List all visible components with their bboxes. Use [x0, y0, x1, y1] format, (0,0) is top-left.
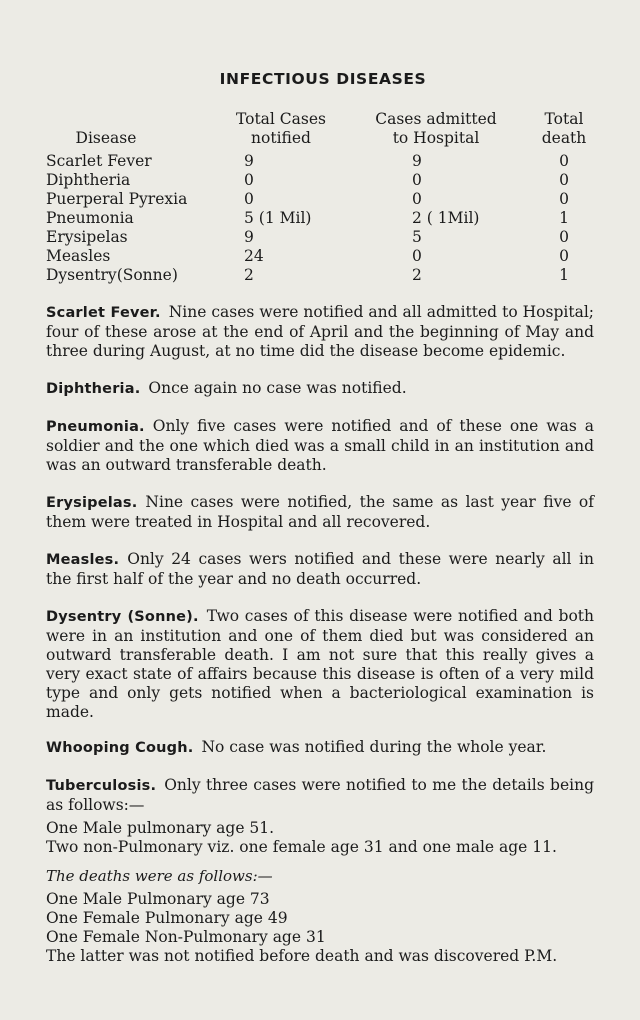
admitted-cases: 2 — [412, 266, 422, 284]
paragraph-measles — [46, 550, 594, 589]
disease-name: Puerperal Pyrexia — [46, 190, 188, 208]
admitted-cases: 2 ( 1Mil) — [412, 209, 480, 227]
paragraph-pneumonia — [46, 417, 594, 475]
paragraph-text: Once again no case was notified. — [148, 379, 407, 397]
paragraph-text: Only five cases were notified and of these one was a soldier and the one which died was a small child in an institution and was an outward transferable death. — [46, 417, 594, 474]
paragraph-lead: Scarlet Fever. — [46, 305, 161, 321]
paragraph-whooping-cough — [46, 738, 594, 758]
total-cases: 9 — [244, 228, 254, 246]
total-cases: 2 — [244, 266, 254, 284]
total-cases: 0 — [244, 171, 254, 189]
document-page — [46, 70, 594, 966]
table-row — [46, 228, 594, 247]
paragraph-diphtheria — [46, 379, 594, 399]
list-item: One Female Non-Pulmonary age 31 — [46, 928, 326, 946]
total-cases: 0 — [244, 190, 254, 208]
total-death: 0 — [559, 152, 569, 170]
total-death: 0 — [559, 228, 569, 246]
paragraph-lead: Erysipelas. — [46, 495, 138, 511]
paragraph-lead: Tuberculosis. — [46, 778, 157, 794]
paragraph-tuberculosis — [46, 776, 594, 815]
table-row — [46, 152, 594, 171]
admitted-cases: 0 — [412, 247, 422, 265]
list-item: The latter was not notified before death and was discovered P.M. — [46, 947, 558, 965]
disease-name: Dysentry(Sonne) — [46, 266, 178, 284]
total-cases: 5 (1 Mil) — [244, 209, 312, 227]
disease-name: Measles — [46, 247, 111, 265]
table-row — [46, 266, 594, 285]
tb-case-list — [46, 819, 594, 857]
header-total-cases-line2: notified — [251, 129, 311, 147]
table-row — [46, 209, 594, 228]
header-disease: Disease — [75, 129, 137, 147]
disease-name: Scarlet Fever — [46, 152, 152, 170]
list-item: One Female Pulmonary age 49 — [46, 909, 288, 927]
paragraph-text: Two cases of this disease were notified and both were in an institution and one of them died but was considered an outward transferable death. I am not sure that this really gives a very exact state of affairs because this disease is often of a very mild type and only gets notified when a bacteriological examination is made. — [46, 607, 594, 721]
table-row — [46, 190, 594, 209]
header-total-cases-line1: Total Cases — [235, 110, 326, 128]
disease-name: Pneumonia — [46, 209, 134, 227]
paragraph-lead: Pneumonia. — [46, 419, 145, 435]
table-row — [46, 171, 594, 190]
paragraph-scarlet-fever — [46, 303, 594, 361]
header-total-cases — [206, 110, 356, 152]
total-cases: 9 — [244, 152, 254, 170]
paragraph-text: Only 24 cases wers notified and these were nearly all in the first half of the year and no death occurred. — [46, 550, 594, 588]
paragraph-lead: Measles. — [46, 552, 120, 568]
admitted-cases: 0 — [412, 190, 422, 208]
page-title: INFECTIOUS DISEASES — [219, 70, 427, 88]
paragraph-erysipelas — [46, 493, 594, 532]
admitted-cases: 9 — [412, 152, 422, 170]
list-item: One Male Pulmonary age 73 — [46, 890, 270, 908]
diseases-table — [46, 110, 594, 285]
deaths-intro: The deaths were as follows:— — [46, 867, 273, 885]
paragraph-text: Nine cases were notified and all admitted to Hospital; four of these arose at the end of April and the beginning of May and three during August, at no time did the disease become epidemic. — [46, 303, 594, 360]
paragraph-lead: Diphtheria. — [46, 381, 141, 397]
total-death: 1 — [559, 266, 569, 284]
total-death: 1 — [559, 209, 569, 227]
total-death: 0 — [559, 247, 569, 265]
header-death — [516, 110, 594, 152]
disease-name: Erysipelas — [46, 228, 128, 246]
header-death-line1: Total — [544, 110, 584, 128]
disease-name: Diphtheria — [46, 171, 131, 189]
table-row — [46, 247, 594, 266]
table-header-row — [46, 110, 594, 152]
paragraph-dysentery — [46, 607, 594, 722]
header-death-line2: death — [541, 129, 587, 147]
total-death: 0 — [559, 171, 569, 189]
header-admitted-line2: to Hospital — [392, 129, 480, 147]
deaths-list — [46, 890, 594, 966]
total-death: 0 — [559, 190, 569, 208]
paragraph-text: Nine cases were notified, the same as last year five of them were treated in Hospital and all recovered. — [46, 493, 594, 531]
admitted-cases: 5 — [412, 228, 422, 246]
list-item: One Male pulmonary age 51. — [46, 819, 275, 837]
paragraph-text: Only three cases were notified to me the details being as follows:— — [46, 776, 594, 814]
paragraph-text: No case was notified during the whole year. — [201, 738, 547, 756]
paragraph-lead: Dysentry (Sonne). — [46, 609, 199, 625]
header-admitted-line1: Cases admitted — [375, 110, 497, 128]
header-admitted — [356, 110, 516, 152]
paragraph-lead: Whooping Cough. — [46, 740, 194, 756]
admitted-cases: 0 — [412, 171, 422, 189]
list-item: Two non-Pulmonary viz. one female age 31 and one male age 11. — [46, 838, 557, 856]
total-cases: 24 — [244, 247, 264, 265]
